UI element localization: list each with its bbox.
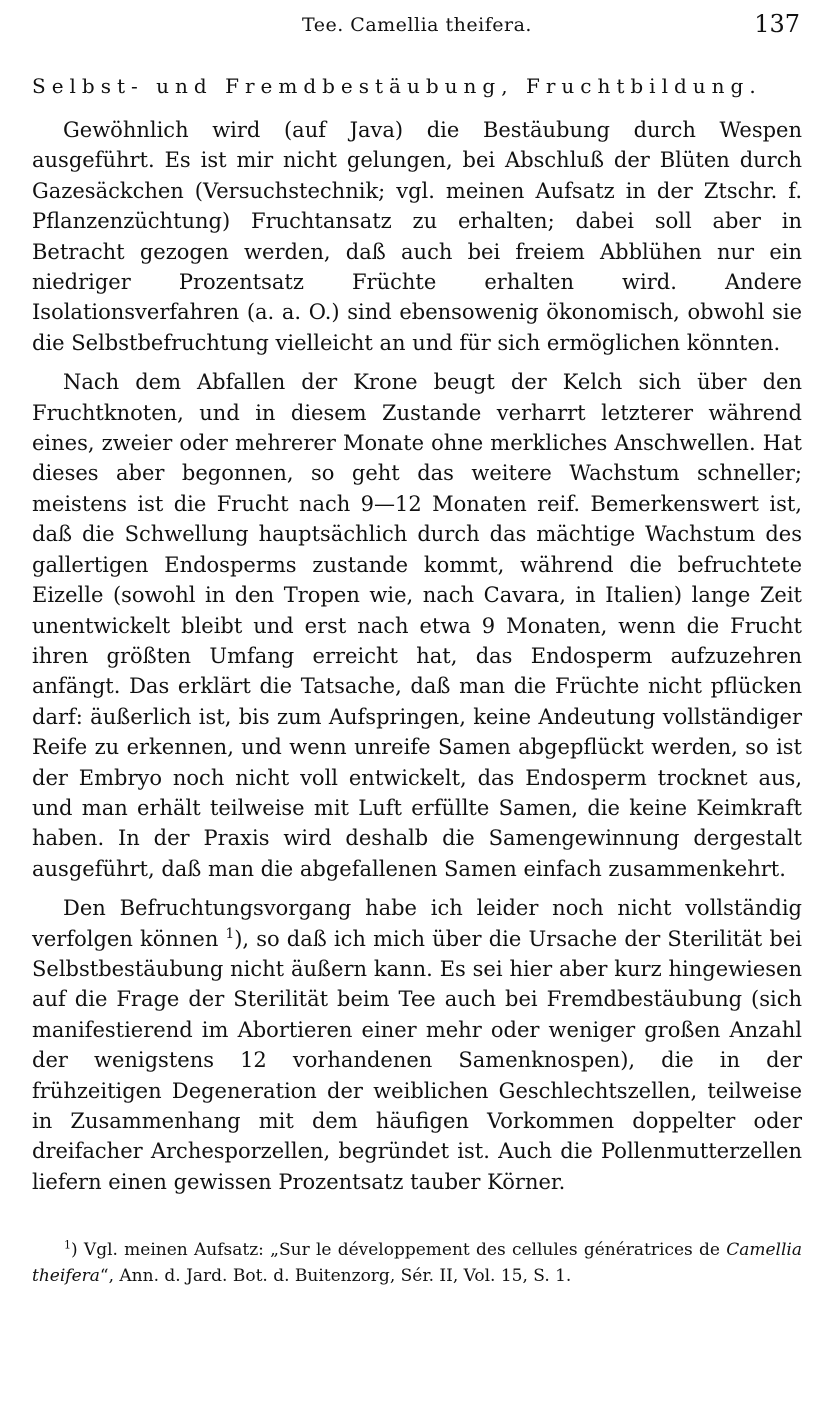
- footnote-text-before-italic: ) Vgl. meinen Aufsatz: „Sur le développement des cellules génératrices de: [71, 1240, 727, 1260]
- paragraph-1: Gewöhnlich wird (auf Java) die Bestäubung durch Wespen ausgeführt. Es ist mir nicht gelungen, bei Abschluß der Blüten durch Gazesäckchen (Versuchstechnik; vgl. meinen Aufsatz in der Ztschr. f. Pflanzenzüchtung) Fruchtansatz zu erhalten; dabei soll aber in Betracht gezogen werden, daß auch bei freiem Abblühen nur ein niedriger Prozentsatz Früchte erhalten wird. Andere Isolationsverfahren (a. a. O.) sind ebensowenig ökonomisch, obwohl sie die Selbstbefruchtung vielleicht an und für sich ermöglichen könnten.: [32, 118, 802, 355]
- running-title: Tee. Camellia theifera.: [302, 14, 532, 36]
- footnote-mark: 1: [64, 1238, 72, 1252]
- section-heading: Selbst- und Fremdbestäubung, Fruchtbildung.: [32, 74, 762, 98]
- footnote-reference-mark: 1: [225, 925, 235, 942]
- paragraph-3-text-after-ref: ), so daß ich mich über die Ursache der Sterilität bei Selbstbestäubung nicht äußern kann. Es sei hier aber kurz hingewiesen auf die Frage der Sterilität beim Tee auch bei Fremdbestäubung (sich manifestierend im Abortieren einer mehr oder weniger großen Anzahl der wenigstens 12 vorhandenen Samenknospen), die in der frühzeitigen Degeneration der weiblichen Geschlechtszellen, teilweise in Zusammenhang mit dem häufigen Vorkommen doppelter oder dreifacher Archesporzellen, begründet ist. Auch die Pollenmutterzellen liefern einen gewissen Prozentsatz tauber Körner.: [32, 926, 802, 1194]
- footnote-species-name: Camellia theifera: [32, 1240, 802, 1286]
- paragraph-2: Nach dem Abfallen der Krone beugt der Kelch sich über den Fruchtknoten, und in diesem Zustande verharrt letzterer während eines, zweier oder mehrerer Monate ohne merkliches Anschwellen. Hat dieses aber begonnen, so geht das weitere Wachstum schneller; meistens ist die Frucht nach 9—12 Monaten reif. Bemerkenswert ist, daß die Schwellung hauptsächlich durch das mächtige Wachstum des gallertigen Endosperms zustande kommt, während die befruchtete Eizelle (sowohl in den Tropen wie, nach Cavara, in Italien) lange Zeit unentwickelt bleibt und erst nach etwa 9 Monaten, wenn die Frucht ihren größten Umfang erreicht hat, das Endosperm aufzuzehren anfängt. Das erklärt die Tatsache, daß man die Früchte nicht pflücken darf: äußerlich ist, bis zum Aufspringen, keine Andeutung vollständiger Reife zu erkennen, und wenn unreife Samen abgepflückt werden, so ist der Embryo noch nicht voll entwickelt, das Endosperm trocknet aus, und man erhält teilweise mit Luft erfüllte Samen, die keine Keimkraft haben. In der Praxis wird deshalb die Samengewinnung dergestalt ausgeführt, daß man die abgefallenen Samen einfach zusammenkehrt.: [32, 370, 802, 881]
- paragraph-3-text-before-ref: Den Befruchtungsvorgang habe ich leider noch nicht vollständig verfolgen können: [32, 896, 802, 951]
- footnote: [32, 1237, 802, 1289]
- paragraph-3: [32, 893, 802, 1197]
- page-number: 137: [754, 10, 800, 38]
- body-text: [32, 115, 802, 1206]
- footnote-text-after-italic: “, Ann. d. Jard. Bot. d. Buitenzorg, Sér. II, Vol. 15, S. 1.: [99, 1266, 572, 1286]
- running-head: [32, 8, 802, 38]
- book-page: [32, 0, 802, 1416]
